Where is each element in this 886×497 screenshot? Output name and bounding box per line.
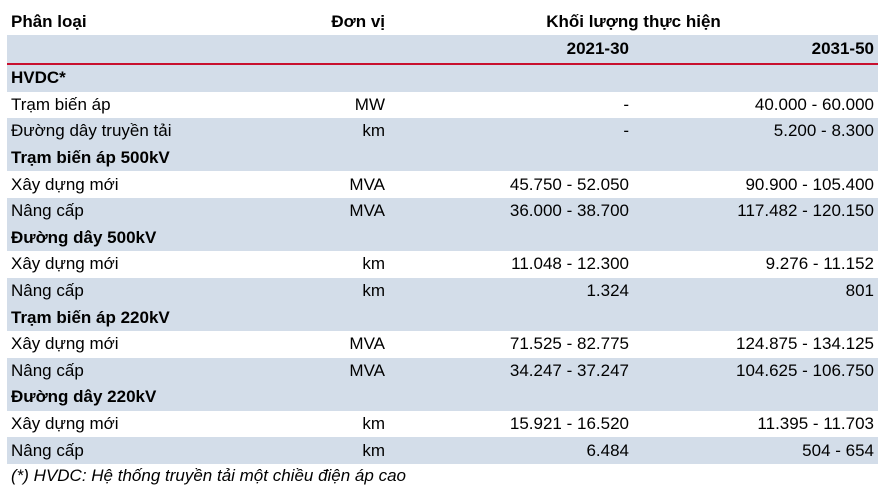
- row-value-2031-50: 117.482 - 120.150: [633, 198, 878, 225]
- row-name: Xây dựng mới: [7, 171, 269, 198]
- table-row: [7, 118, 878, 145]
- row-name: Nâng cấp: [7, 437, 269, 464]
- row-value-2021-30: 71.525 - 82.775: [389, 331, 633, 358]
- header-unit: Đơn vị: [269, 8, 389, 35]
- row-name: Xây dựng mới: [7, 411, 269, 438]
- table-row: [7, 411, 878, 438]
- table-row: [7, 437, 878, 464]
- row-name: Nâng cấp: [7, 198, 269, 225]
- row-value-2021-30: 36.000 - 38.700: [389, 198, 633, 225]
- group-title: Đường dây 220kV: [7, 384, 878, 411]
- row-value-2021-30: 1.324: [389, 278, 633, 305]
- row-value-2021-30: -: [389, 118, 633, 145]
- row-unit: km: [269, 278, 389, 305]
- table-row: [7, 171, 878, 198]
- row-unit: MVA: [269, 171, 389, 198]
- row-value-2031-50: 90.900 - 105.400: [633, 171, 878, 198]
- group-title: Trạm biến áp 220kV: [7, 304, 878, 331]
- table-row: [7, 331, 878, 358]
- row-value-2031-50: 124.875 - 134.125: [633, 331, 878, 358]
- group-title: Đường dây 500kV: [7, 225, 878, 252]
- table-row: [7, 198, 878, 225]
- row-unit: km: [269, 251, 389, 278]
- row-name: Xây dựng mới: [7, 331, 269, 358]
- group-row: [7, 384, 878, 411]
- row-value-2021-30: 11.048 - 12.300: [389, 251, 633, 278]
- group-title: HVDC*: [7, 64, 878, 92]
- group-row: [7, 145, 878, 172]
- row-value-2021-30: -: [389, 92, 633, 119]
- table-row: [7, 358, 878, 385]
- row-value-2031-50: 11.395 - 11.703: [633, 411, 878, 438]
- row-unit: MW: [269, 92, 389, 119]
- table-body: [7, 64, 878, 464]
- header-period-b: 2031-50: [633, 35, 878, 64]
- group-row: [7, 304, 878, 331]
- row-name: Nâng cấp: [7, 278, 269, 305]
- row-value-2021-30: 6.484: [389, 437, 633, 464]
- table-row: [7, 92, 878, 119]
- row-value-2021-30: 45.750 - 52.050: [389, 171, 633, 198]
- header-blank-1: [7, 35, 269, 64]
- row-value-2031-50: 40.000 - 60.000: [633, 92, 878, 119]
- header-blank-2: [269, 35, 389, 64]
- row-name: Xây dựng mới: [7, 251, 269, 278]
- row-unit: km: [269, 411, 389, 438]
- group-row: [7, 225, 878, 252]
- header-volume: Khối lượng thực hiện: [389, 8, 878, 35]
- row-unit: MVA: [269, 331, 389, 358]
- transmission-volume-table: [7, 8, 878, 464]
- row-name: Nâng cấp: [7, 358, 269, 385]
- row-name: Đường dây truyền tải: [7, 118, 269, 145]
- table-row: [7, 251, 878, 278]
- table-row: [7, 278, 878, 305]
- row-unit: MVA: [269, 358, 389, 385]
- header-period-a: 2021-30: [389, 35, 633, 64]
- row-value-2031-50: 5.200 - 8.300: [633, 118, 878, 145]
- row-value-2031-50: 104.625 - 106.750: [633, 358, 878, 385]
- row-value-2031-50: 9.276 - 11.152: [633, 251, 878, 278]
- group-row: [7, 64, 878, 92]
- group-title: Trạm biến áp 500kV: [7, 145, 878, 172]
- row-value-2031-50: 801: [633, 278, 878, 305]
- row-value-2021-30: 15.921 - 16.520: [389, 411, 633, 438]
- row-unit: km: [269, 118, 389, 145]
- row-unit: MVA: [269, 198, 389, 225]
- footnote: (*) HVDC: Hệ thống truyền tải một chiều điện áp cao: [11, 466, 406, 485]
- row-unit: km: [269, 437, 389, 464]
- row-value-2021-30: 34.247 - 37.247: [389, 358, 633, 385]
- header-category: Phân loại: [7, 8, 269, 35]
- row-name: Trạm biến áp: [7, 92, 269, 119]
- row-value-2031-50: 504 - 654: [633, 437, 878, 464]
